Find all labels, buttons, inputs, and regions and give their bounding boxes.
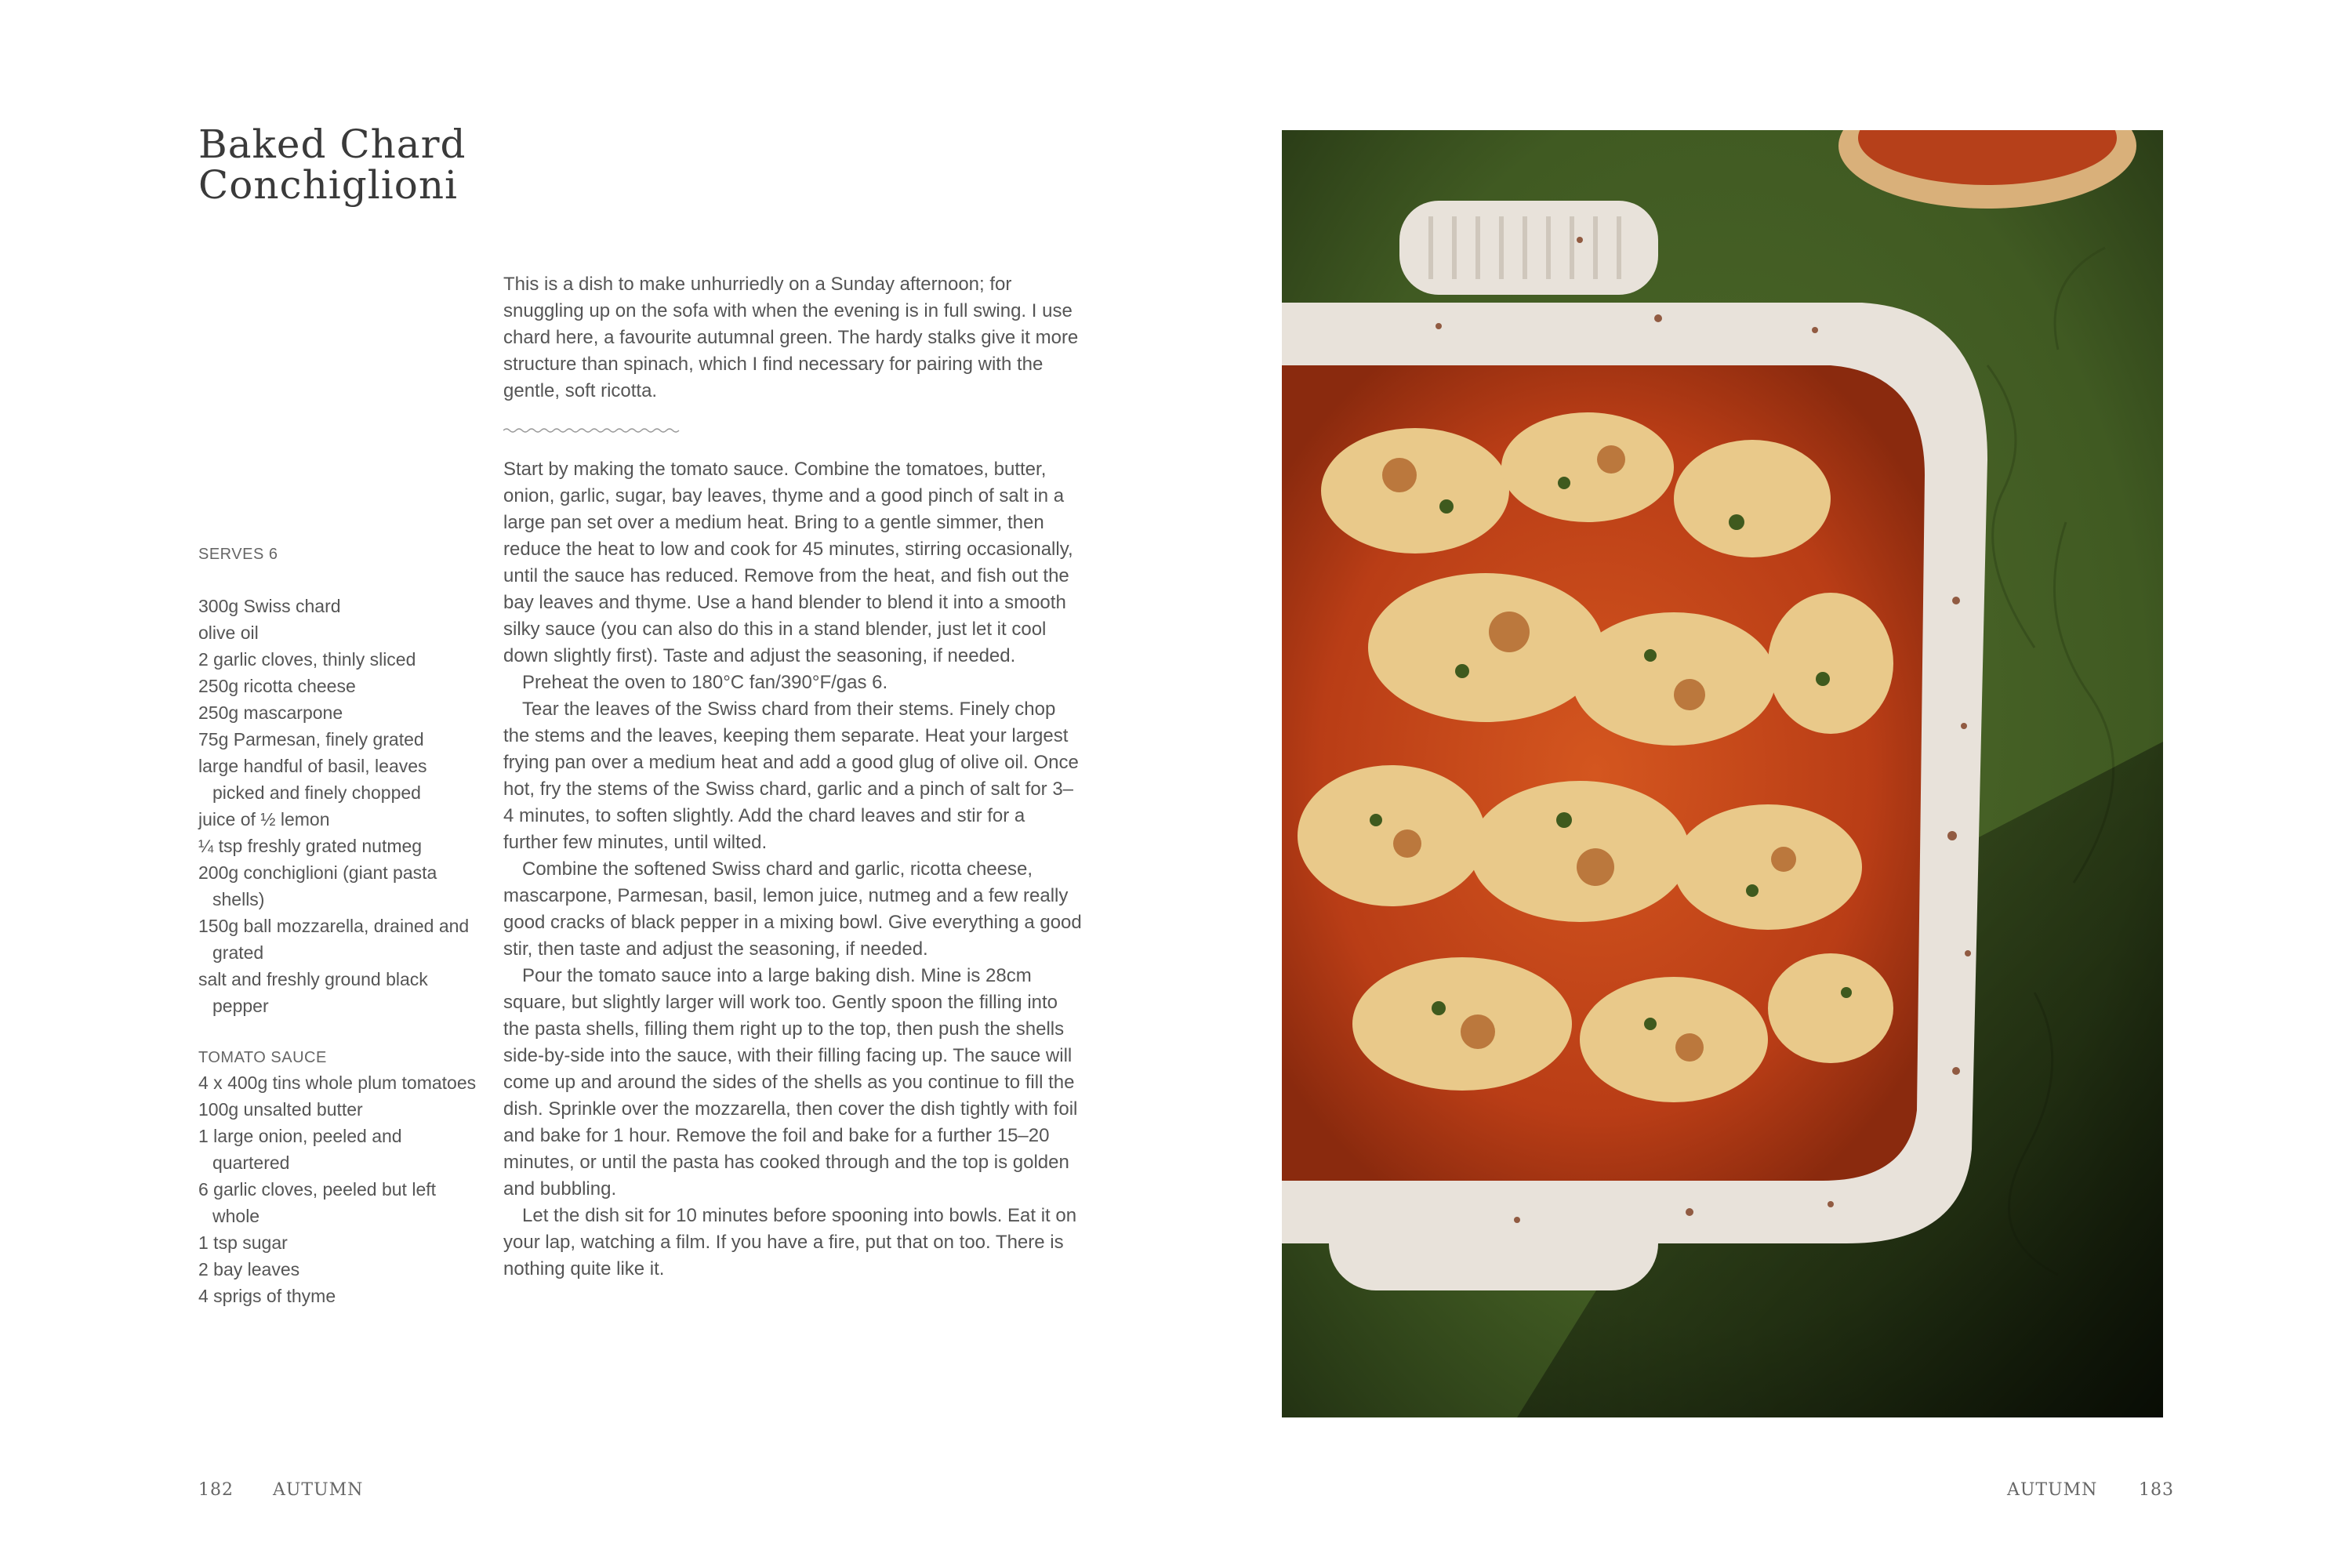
ingredient-item: olive oil — [198, 622, 259, 643]
ingredient-item: 250g ricotta cheese — [198, 676, 356, 696]
tomato-sauce-heading: TOMATO SAUCE — [198, 1049, 327, 1066]
ingredient-item: juice of ½ lemon — [198, 809, 330, 829]
page-number-left: 182 — [198, 1480, 234, 1500]
dish-photo — [1282, 130, 2163, 1417]
ingredient-item: 200g conchiglioni (giant pasta shells) — [198, 862, 437, 909]
recipe-title — [198, 122, 606, 208]
ingredient-item: 75g Parmesan, finely grated — [198, 729, 424, 750]
method-step: Combine the softened Swiss chard and garlic, ricotta cheese, mascarpone, Parmesan, basil, lemon juice, nutmeg and a few really good cracks of black pepper in a mixing bowl. Give everything a good stir, then taste and adjust the seasoning, if needed. — [503, 858, 1082, 960]
page-number-right: 183 — [2139, 1480, 2174, 1500]
ingredient-item: salt and freshly ground black pepper — [198, 969, 428, 1016]
ingredient-item: 6 garlic cloves, peeled but left whole — [198, 1179, 437, 1226]
recipe-intro: This is a dish to make unhurriedly on a Sunday afternoon; for snuggling up on the sofa with when the evening is in full swing. I use chard here, a favourite autumnal green. The hardy stalks give it more structure than spinach, which I find necessary for pairing with the gentle, soft ricotta. — [503, 274, 1079, 401]
recipe-method — [503, 456, 1083, 1283]
sauce-ingredients-list — [198, 1069, 481, 1309]
method-step: Tear the leaves of the Swiss chard from their stems. Finely chop the stems and the leaves, keeping them separate. Heat your largest frying pan over a medium heat and add a good glug of olive oil. Once hot, fry the stems of the Swiss chard, garlic and a pinch of salt for 3–4 minutes, to soften slightly. Add the chard leaves and stir for a further few minutes, until wilted. — [503, 699, 1079, 853]
ingredient-item: 2 bay leaves — [198, 1259, 300, 1279]
ingredient-item: large handful of basil, leaves picked and finely chopped — [198, 756, 427, 803]
ingredient-item: 2 garlic cloves, thinly sliced — [198, 649, 416, 670]
wavy-divider — [503, 426, 682, 434]
ingredient-item: 4 x 400g tins whole plum tomatoes — [198, 1073, 477, 1093]
ingredient-item: ¼ tsp freshly grated nutmeg — [198, 836, 423, 856]
method-step: Pour the tomato sauce into a large baking dish. Mine is 28cm square, but slightly larger will work too. Gently spoon the filling into the pasta shells, filling them right up to the top, then push the shells side-by-side into the sauce, with their filling facing up. The sauce will come up and around the sides of the shells as you continue to fill the dish. Sprinkle over the mozzarella, then cover the dish tightly with foil and bake for 1 hour. Remove the foil and bake for a further 15–20 minutes, or until the pasta has cooked through and the top is golden and bubbling. — [503, 965, 1078, 1200]
method-step: Preheat the oven to 180°C fan/390°F/gas 6. — [522, 672, 888, 693]
method-step: Let the dish sit for 10 minutes before spooning into bowls. Eat it on your lap, watching a film. If you have a fire, put that on too. There is nothing quite like it. — [503, 1205, 1077, 1279]
baked-conchiglioni-illustration — [1282, 130, 2163, 1417]
recipe-title-line-2: Conchiglioni — [198, 162, 459, 208]
section-name-right: AUTUMN — [2007, 1480, 2098, 1500]
ingredient-item: 4 sprigs of thyme — [198, 1286, 336, 1306]
ingredients-list — [198, 593, 481, 1019]
method-step: Start by making the tomato sauce. Combine the tomatoes, butter, onion, garlic, sugar, bay leaves, thyme and a good pinch of salt in a large pan set over a medium heat. Bring to a gentle simmer, then reduce the heat to low and cook for 45 minutes, stirring occasionally, until the sauce has reduced. Remove from the heat, and fish out the bay leaves and thyme. Use a hand blender to blend it into a smooth silky sauce (you can also do this in a stand blender, just let it cool down slightly first). Taste and adjust the seasoning, if needed. — [503, 459, 1073, 666]
ingredient-item: 100g unsalted butter — [198, 1099, 363, 1120]
recipe-title-line-1: Baked Chard — [198, 122, 466, 167]
section-name-left: AUTUMN — [273, 1480, 364, 1500]
ingredient-item: 300g Swiss chard — [198, 596, 341, 616]
serves-label: SERVES 6 — [198, 546, 278, 563]
ingredient-item: 1 tsp sugar — [198, 1232, 288, 1253]
ingredient-item: 150g ball mozzarella, drained and grated — [198, 916, 470, 963]
ingredient-item: 250g mascarpone — [198, 702, 343, 723]
ingredient-item: 1 large onion, peeled and quartered — [198, 1126, 402, 1173]
